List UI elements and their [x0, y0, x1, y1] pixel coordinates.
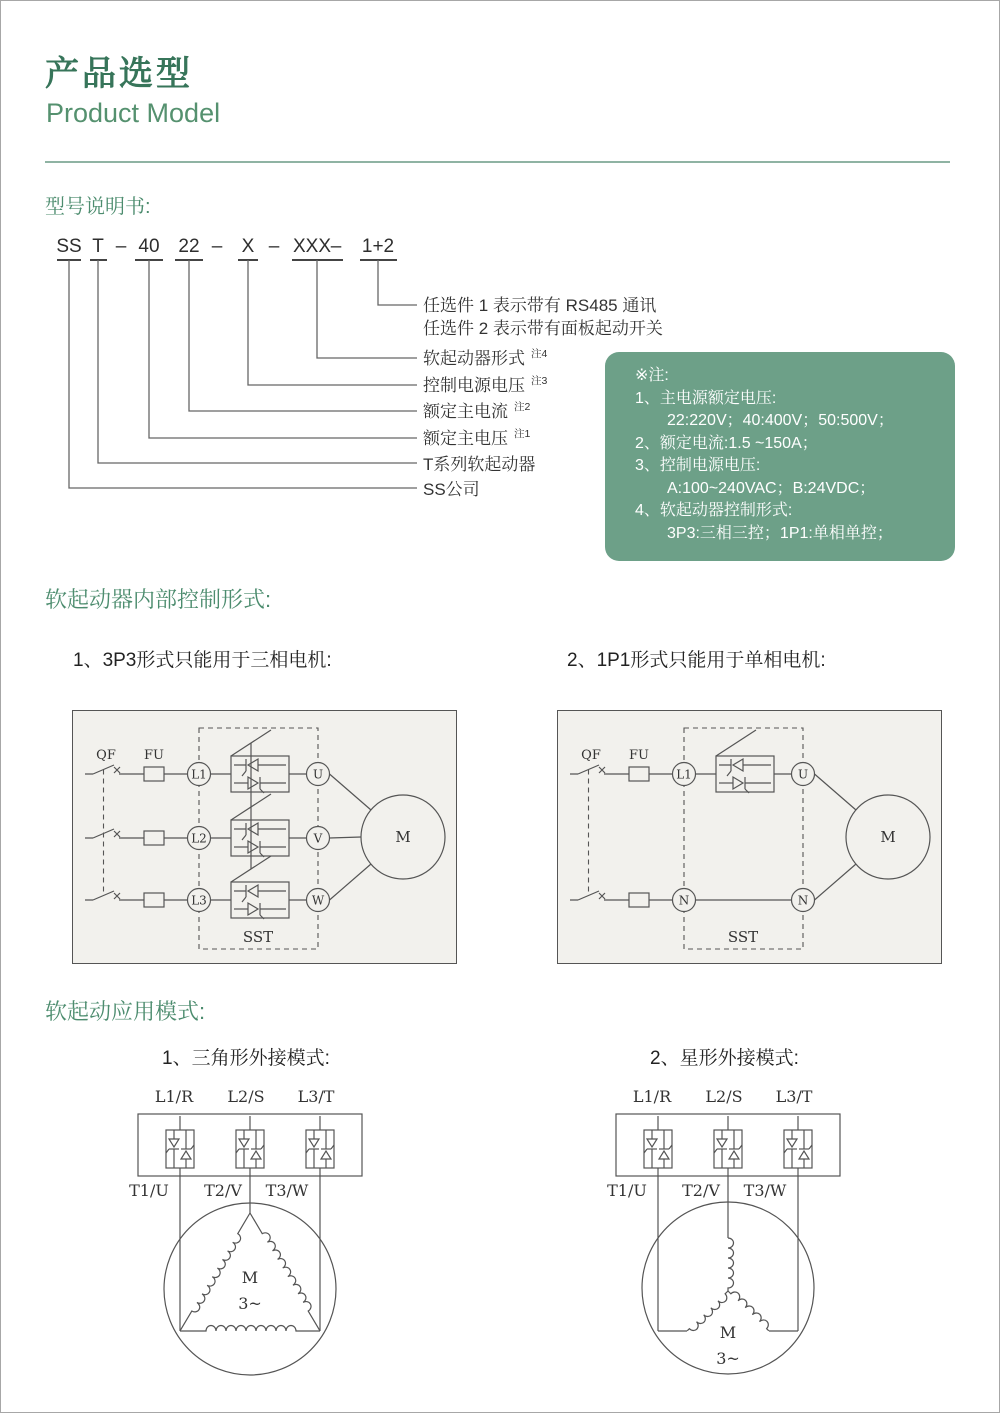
motor-phase-label: 3~	[716, 1349, 740, 1368]
sst-label: SST	[727, 928, 759, 946]
label-t-series: T系列软起动器	[423, 455, 536, 474]
scr-pair-module	[166, 1130, 194, 1168]
line-label: L1/R	[154, 1087, 194, 1106]
circuit-3p3-box	[72, 710, 457, 964]
model-code-segment: 22	[178, 236, 200, 257]
model-code-segment: –	[115, 236, 127, 257]
line-label: L2/S	[705, 1087, 743, 1106]
breaker-label: QF	[581, 748, 601, 763]
terminal-label: L1	[676, 767, 692, 782]
model-code-segment: T	[92, 236, 104, 257]
scr-pair-module	[236, 1130, 264, 1168]
phase-row-l1	[85, 730, 330, 793]
circuit-1p1-box	[557, 710, 942, 964]
model-code-segment: XXX	[292, 236, 332, 257]
line-label: L3/T	[775, 1087, 813, 1106]
label-option1: 任选件 1 表示带有 RS485 通讯	[423, 296, 657, 315]
page-title: 产品选型	[45, 55, 193, 93]
circuit-3p3-diagram	[73, 711, 456, 963]
label-starter-form-note: 注4	[531, 348, 548, 360]
fuse-label: FU	[629, 748, 649, 763]
model-code-segment: –	[211, 236, 223, 257]
phase-row-l3	[85, 856, 330, 919]
motor-leads	[815, 774, 857, 900]
module-leads	[180, 1116, 320, 1130]
phase-row-l2	[85, 794, 330, 857]
motor-label: M	[241, 1268, 259, 1287]
scr-pair-module	[231, 756, 289, 793]
terminal-label: T1/U	[607, 1181, 647, 1200]
terminal-label: T3/W	[265, 1181, 309, 1200]
note-line: 22:220V；40:400V；50:500V；	[667, 412, 894, 429]
page-title-en: Product Model	[46, 98, 221, 128]
segment-connectors	[69, 260, 417, 488]
model-section-heading: 型号说明书:	[45, 196, 151, 218]
diagram-1p1-title: 2、1P1形式只能用于单相电机:	[567, 650, 826, 671]
terminal-label: N	[678, 893, 690, 908]
model-code-segment: 1+2	[361, 236, 395, 257]
label-rated-voltage-note: 注1	[514, 428, 531, 440]
motor-label: M	[880, 828, 896, 846]
note-line: 1、主电源额定电压:	[635, 389, 777, 407]
label-ctrl-voltage: 控制电源电压	[423, 376, 525, 395]
model-code-segment: SS	[56, 236, 82, 257]
fuse-symbol	[629, 893, 649, 907]
terminal-label: L2	[191, 831, 207, 846]
label-rated-voltage: 额定主电压	[423, 429, 508, 448]
note-line: 3、控制电源电压:	[635, 457, 761, 474]
diagram-3p3-title: 1、3P3形式只能用于三相电机:	[73, 650, 332, 671]
fuse-label: FU	[144, 748, 164, 763]
circuit-1p1-diagram	[558, 711, 941, 963]
model-code	[56, 236, 394, 257]
scr-pair-module	[716, 756, 774, 793]
scr-pair-module	[714, 1130, 742, 1168]
model-code-segment: 40	[138, 236, 160, 257]
terminal-label: T2/V	[682, 1181, 720, 1200]
terminal-label: T3/W	[743, 1181, 787, 1200]
label-rated-current-note: 注2	[514, 401, 531, 413]
star-winding-middle	[728, 1238, 734, 1291]
terminal-label: T2/V	[204, 1181, 242, 1200]
scr-pair-module	[644, 1130, 672, 1168]
delta-connection-diagram	[110, 1086, 400, 1404]
model-code-segment: X	[241, 236, 255, 257]
scr-pair-module	[784, 1130, 812, 1168]
label-ctrl-voltage-note: 注3	[531, 375, 548, 387]
breaker-label: QF	[96, 748, 116, 763]
module-leads	[658, 1116, 798, 1130]
delta-mode-title: 1、三角形外接模式:	[162, 1048, 330, 1069]
note-line: 4、软起动器控制形式:	[635, 502, 793, 519]
notes-box	[605, 352, 955, 561]
note-line: A:100~240VAC；B:24VDC；	[667, 479, 876, 497]
neutral-row	[570, 889, 815, 912]
terminal-label: U	[797, 767, 809, 782]
scr-pair-module	[306, 1130, 334, 1168]
motor-phase-label: 3~	[238, 1294, 262, 1313]
sst-label: SST	[242, 928, 274, 946]
note-line: 2、额定电流:1.5 ~150A；	[635, 434, 818, 452]
motor-circle	[164, 1203, 336, 1375]
scr-pair-module	[231, 820, 289, 857]
delta-winding-bottom	[180, 1326, 320, 1332]
note-line: 3P3:三相三控；1P1:单相单控；	[667, 524, 893, 542]
label-starter-form: 软起动器形式	[423, 349, 525, 368]
note-line: ※注:	[635, 367, 669, 384]
motor-label: M	[719, 1323, 737, 1342]
terminal-label: L3	[191, 893, 207, 908]
line-label: L3/T	[297, 1087, 335, 1106]
header-rule	[45, 161, 950, 163]
terminal-label: W	[311, 893, 325, 908]
line-label: L2/S	[227, 1087, 265, 1106]
terminal-label: V	[313, 831, 323, 846]
motor-label: M	[395, 828, 411, 846]
fuse-symbol	[144, 767, 164, 781]
motor-leads	[330, 774, 372, 900]
model-code-segment: –	[268, 236, 280, 257]
line-label: L1/R	[632, 1087, 672, 1106]
application-heading: 软起动应用模式:	[45, 999, 206, 1024]
fuse-symbol	[629, 767, 649, 781]
model-code-segment: –	[330, 236, 342, 257]
internal-control-heading: 软起动器内部控制形式:	[45, 587, 272, 612]
fuse-symbol	[144, 831, 164, 845]
terminal-label: L1	[191, 767, 207, 782]
label-rated-current: 额定主电流	[423, 402, 508, 421]
bypass-blade	[716, 730, 756, 756]
phase-row-l1	[570, 730, 815, 793]
label-company: SS公司	[423, 480, 480, 499]
terminal-label: T1/U	[129, 1181, 169, 1200]
terminal-label: N	[797, 893, 809, 908]
star-connection-diagram	[588, 1086, 878, 1404]
fuse-symbol	[144, 893, 164, 907]
label-option2: 任选件 2 表示带有面板起动开关	[423, 319, 663, 338]
star-mode-title: 2、星形外接模式:	[650, 1048, 799, 1069]
terminal-label: U	[312, 767, 324, 782]
scr-pair-module	[231, 882, 289, 919]
